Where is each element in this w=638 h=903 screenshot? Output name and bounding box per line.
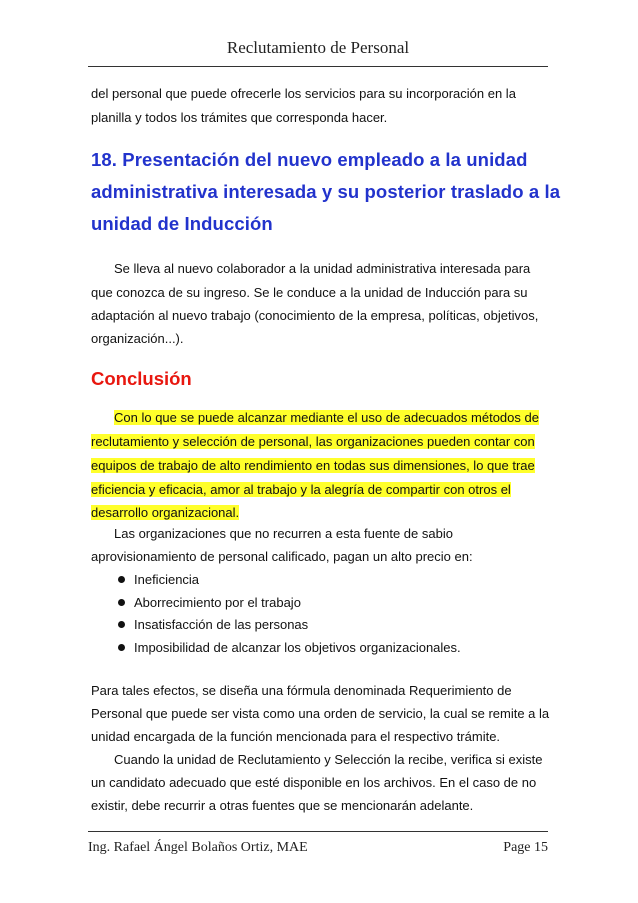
text-line: del personal que puede ofrecerle los servicios para su incorporación en la: [91, 86, 516, 101]
list-item-text: Ineficiencia: [134, 572, 200, 587]
text-line: unidad encargada de la función mencionada para el respectivo trámite.: [91, 729, 501, 744]
list-item-text: Imposibilidad de alcanzar los objetivos organizacionales.: [134, 640, 461, 655]
text-line: planilla y todos los trámites que corresponda hacer.: [91, 110, 388, 125]
highlighted-text: equipos de trabajo de alto rendimiento en todas sus dimensiones, lo que trae: [91, 458, 535, 473]
text-line: Cuando la unidad de Reclutamiento y Selección la recibe, verifica si existe: [114, 752, 543, 767]
highlighted-text: eficiencia y eficacia, amor al trabajo y la alegría de compartir con otros el: [91, 482, 511, 497]
bullet-icon: [118, 576, 125, 583]
bullet-icon: [118, 644, 125, 651]
text-line: existir, debe recurrir a otras fuentes que se mencionarán adelante.: [91, 798, 474, 813]
text-line: un candidato adecuado que esté disponible en los archivos. En el caso de no: [91, 775, 537, 790]
text-line: adaptación al nuevo trabajo (conocimiento de la empresa, políticas, objetivos,: [91, 308, 539, 323]
highlighted-text: reclutamiento y selección de personal, las organizaciones pueden contar con: [91, 434, 535, 449]
bullet-icon: [118, 621, 125, 628]
highlighted-text: desarrollo organizacional.: [91, 505, 240, 520]
text-line: Para tales efectos, se diseña una fórmula denominada Requerimiento de: [91, 683, 512, 698]
footer-divider: [88, 831, 548, 832]
text-line: Personal que puede ser vista como una orden de servicio, la cual se remite a la: [91, 706, 550, 721]
text-line: aprovisionamiento de personal calificado, pagan un alto precio en:: [91, 549, 473, 564]
list-item-text: Insatisfacción de las personas: [134, 617, 309, 632]
footer-author: Ing. Rafael Ángel Bolaños Ortiz, MAE: [88, 840, 308, 855]
bullet-icon: [118, 599, 125, 606]
list-item-text: Aborrecimiento por el trabajo: [134, 595, 301, 610]
highlighted-text: Con lo que se puede alcanzar mediante el uso de adecuados métodos de: [114, 410, 539, 425]
page-number: Page 15: [503, 840, 548, 855]
heading-line: 18. Presentación del nuevo empleado a la unidad: [91, 149, 528, 170]
text-line: Las organizaciones que no recurren a esta fuente de sabio: [114, 526, 453, 541]
header-title: Reclutamiento de Personal: [226, 38, 410, 57]
header-divider: [88, 66, 548, 67]
heading-line: unidad de Inducción: [91, 213, 273, 234]
text-line: que conozca de su ingreso. Se le conduce a la unidad de Inducción para su: [91, 285, 528, 300]
conclusion-heading: Conclusión: [91, 368, 192, 389]
text-line: Se lleva al nuevo colaborador a la unidad administrativa interesada para: [114, 261, 531, 276]
text-line: organización...).: [91, 331, 184, 346]
heading-line: administrativa interesada y su posterior traslado a la: [91, 181, 561, 202]
